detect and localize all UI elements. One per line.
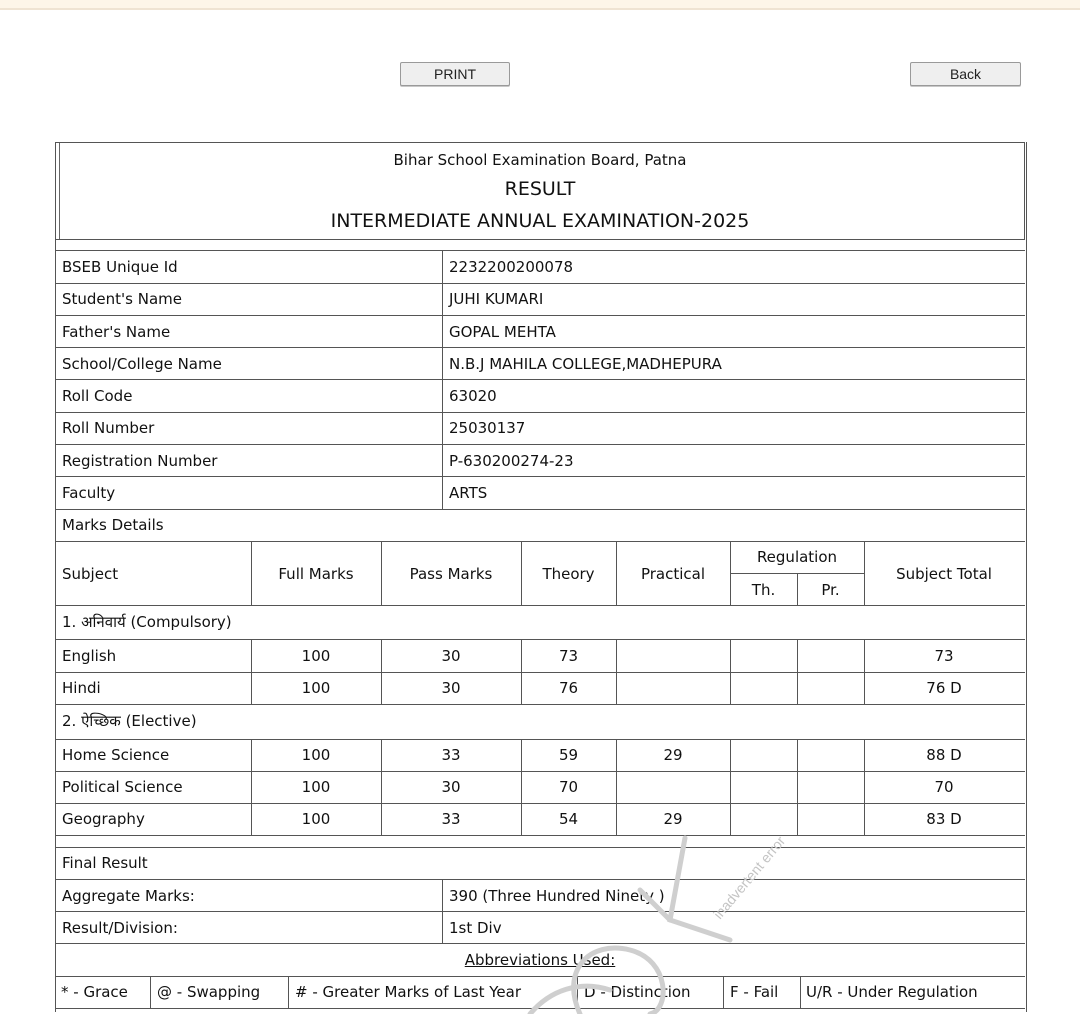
label-registration-number: Registration Number <box>62 452 218 470</box>
value-college-name: N.B.J MAHILA COLLEGE,MADHEPURA <box>449 355 722 373</box>
board-name: Bihar School Examination Board, Patna <box>393 151 687 169</box>
exam-name: INTERMEDIATE ANNUAL EXAMINATION-2025 <box>330 210 750 232</box>
marks-details-heading: Marks Details <box>62 516 164 534</box>
abbr-greater-marks: # - Greater Marks of Last Year <box>295 983 522 1001</box>
col-full-marks: Full Marks <box>278 565 354 583</box>
theory-marks: 59 <box>558 746 579 764</box>
col-regulation-theory: Th. <box>751 581 776 599</box>
value-roll-number: 25030137 <box>449 419 526 437</box>
value-father-name: GOPAL MEHTA <box>449 323 556 341</box>
col-subject-total: Subject Total <box>896 565 992 583</box>
subject-name: English <box>62 647 117 665</box>
abbreviations-heading: Abbreviations Used: <box>464 951 616 969</box>
back-button[interactable]: Back <box>910 62 1021 86</box>
full-marks: 100 <box>301 746 331 764</box>
value-faculty: ARTS <box>449 484 488 502</box>
abbr-swapping: @ - Swapping <box>157 983 261 1001</box>
col-subject: Subject <box>62 565 119 583</box>
col-regulation: Regulation <box>756 548 838 566</box>
subject-total: 83 D <box>926 810 962 828</box>
subject-name: Home Science <box>62 746 170 764</box>
label-roll-code: Roll Code <box>62 387 133 405</box>
value-registration-number: P-630200274-23 <box>449 452 574 470</box>
group-compulsory-label: 1. अनिवार्य (Compulsory) <box>62 613 232 631</box>
group-elective-label: 2. ऐच्छिक (Elective) <box>62 712 197 730</box>
pass-marks: 30 <box>441 679 461 697</box>
pass-marks: 30 <box>441 778 461 796</box>
subject-total: 76 D <box>926 679 962 697</box>
svg-text:inadvertent error: inadvertent error <box>710 832 789 922</box>
value-unique-id: 2232200200078 <box>449 258 574 276</box>
theory-marks: 73 <box>558 647 579 665</box>
full-marks: 100 <box>301 647 331 665</box>
col-pass-marks: Pass Marks <box>409 565 493 583</box>
abbr-fail: F - Fail <box>730 983 779 1001</box>
practical-marks: 29 <box>663 810 683 828</box>
abbr-distinction: D - Distinction <box>584 983 691 1001</box>
division-value: 1st Div <box>449 919 502 937</box>
value-student-name: JUHI KUMARI <box>449 290 544 308</box>
abbr-grace: * - Grace <box>61 983 128 1001</box>
pass-marks: 30 <box>441 647 461 665</box>
abbr-under-regulation: U/R - Under Regulation <box>806 983 978 1001</box>
practical-marks: 29 <box>663 746 683 764</box>
label-faculty: Faculty <box>62 484 116 502</box>
pass-marks: 33 <box>441 810 461 828</box>
aggregate-value: 390 (Three Hundred Ninety ) <box>449 887 665 905</box>
col-theory: Theory <box>542 565 595 583</box>
value-roll-code: 63020 <box>449 387 497 405</box>
label-roll-number: Roll Number <box>62 419 155 437</box>
result-title: RESULT <box>504 178 576 200</box>
theory-marks: 76 <box>558 679 579 697</box>
division-label: Result/Division: <box>62 919 178 937</box>
subject-name: Hindi <box>62 679 101 697</box>
print-button[interactable]: PRINT <box>400 62 510 86</box>
subject-total: 88 D <box>926 746 962 764</box>
label-father-name: Father's Name <box>62 323 171 341</box>
browser-top-bar <box>0 0 1080 10</box>
label-college-name: School/College Name <box>62 355 222 373</box>
subject-name: Political Science <box>62 778 183 796</box>
theory-marks: 54 <box>558 810 579 828</box>
full-marks: 100 <box>301 778 331 796</box>
label-student-name: Student's Name <box>62 290 183 308</box>
result-header <box>55 142 1025 240</box>
theory-marks: 70 <box>558 778 579 796</box>
pass-marks: 33 <box>441 746 461 764</box>
subject-name: Geography <box>62 810 145 828</box>
subject-total: 73 <box>934 647 954 665</box>
subject-total: 70 <box>934 778 954 796</box>
final-result-heading: Final Result <box>62 854 148 872</box>
full-marks: 100 <box>301 810 331 828</box>
col-regulation-practical: Pr. <box>821 581 840 599</box>
aggregate-label: Aggregate Marks: <box>62 887 195 905</box>
col-practical: Practical <box>640 565 706 583</box>
full-marks: 100 <box>301 679 331 697</box>
label-unique-id: BSEB Unique Id <box>62 258 178 276</box>
